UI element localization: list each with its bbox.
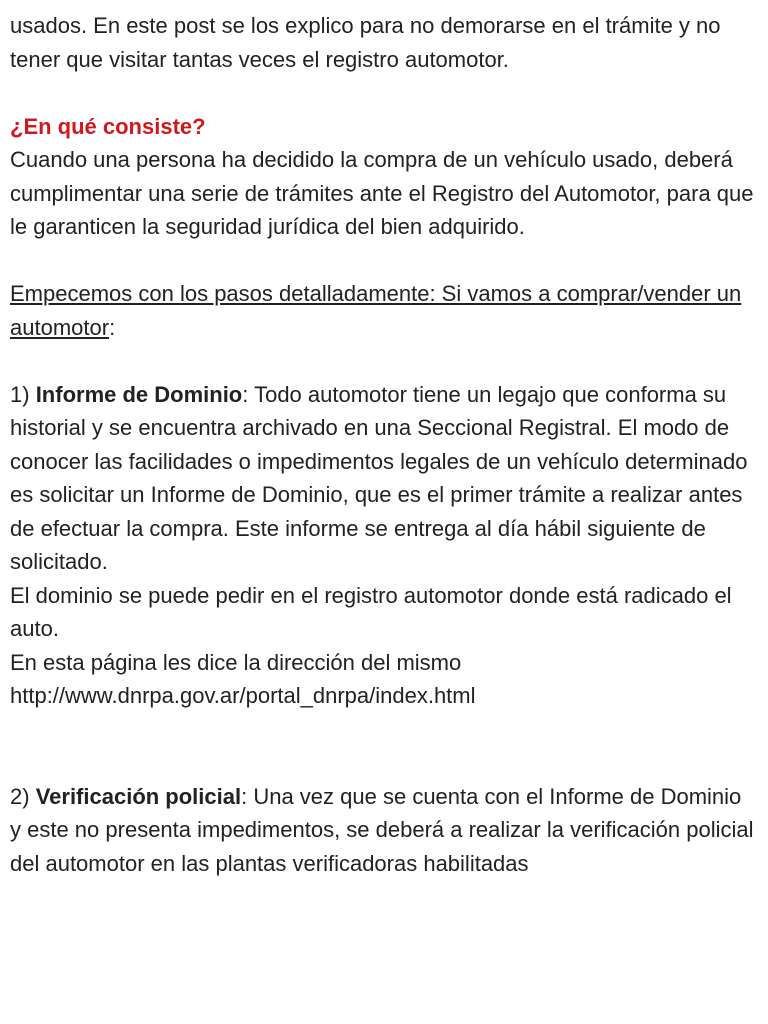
consiste-paragraph: Cuando una persona ha decidido la compra de un vehículo usado, deberá cumplimentar una serie de trámites ante el Registro del Automotor, para que le garanticen la seguridad jurídica del bien adquirido. xyxy=(10,147,754,239)
steps-intro-underlined: Empecemos con los pasos detalladamente: Si vamos a comprar/vender un automotor xyxy=(10,281,742,340)
steps-intro-colon: : xyxy=(109,314,116,340)
dnrpa-link[interactable]: http://www.dnrpa.gov.ar/portal_dnrpa/index.html xyxy=(10,683,476,708)
spacer xyxy=(10,244,758,278)
steps-intro-paragraph xyxy=(10,277,758,344)
step-2-text: : Una vez que se cuenta con el Informe de Dominio y este no presenta impedimentos, se deberá a realizar la verificación policial del automotor en las plantas verificadoras habilitadas xyxy=(10,783,754,876)
spacer xyxy=(10,713,758,780)
step-1-extra-1: El dominio se puede pedir en el registro automotor donde está radicado el auto. xyxy=(10,582,732,641)
step-1-number: 1) xyxy=(10,381,36,407)
step-1-paragraph xyxy=(10,378,758,579)
step-1-extra-2: En esta página les dice la dirección del mismo xyxy=(10,649,462,675)
intro-line-2: tener que visitar tantas veces el registro automotor. xyxy=(10,46,509,72)
step-2-title: Verificación policial xyxy=(35,783,242,809)
step-1-text: : Todo automotor tiene un legajo que conforma su historial y se encuentra archivado en una Seccional Registral. El modo de conocer las facilidades o impedimentos legales de un vehículo determinado es solicitar un Informe de Dominio, que es el primer trámite a realizar antes de efectuar la compra. Este informe se entrega al día hábil siguiente de solicitado. xyxy=(10,381,748,574)
spacer xyxy=(10,76,758,110)
intro-line-1: usados. En este post se los explico para no demorarse en el trámite y no xyxy=(10,13,721,38)
step-2-paragraph xyxy=(10,780,758,881)
spacer xyxy=(10,344,758,378)
step-2-number: 2) xyxy=(10,783,36,809)
consiste-heading: ¿En qué consiste? xyxy=(10,113,206,139)
intro-paragraph xyxy=(10,9,758,76)
step-1-title: Informe de Dominio xyxy=(35,381,243,407)
